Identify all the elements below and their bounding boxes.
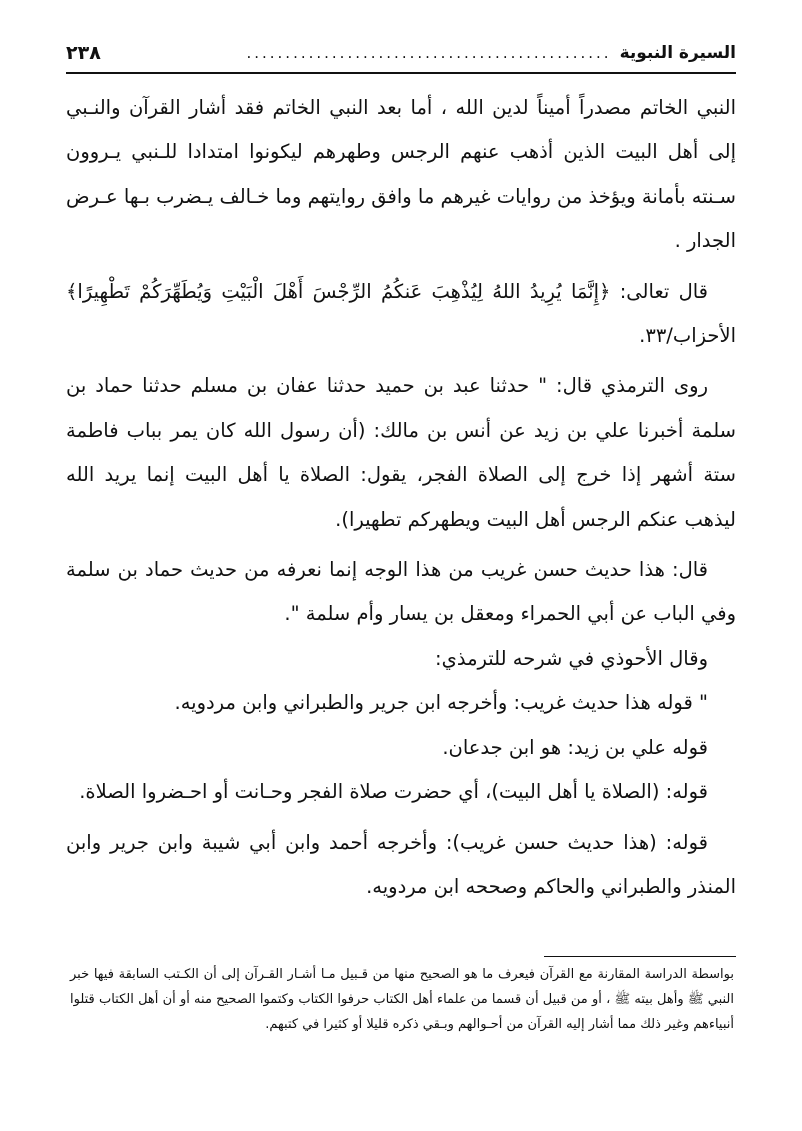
running-title: السيرة النبوية <box>619 43 736 63</box>
footnote-rule <box>544 956 736 957</box>
page-header <box>66 36 736 70</box>
quran-verse-paragraph: قال تعالى: ﴿إِنَّمَا يُرِيدُ اللهُ لِيُذْهِبَ عَنكُمُ الرِّجْسَ أَهْلَ الْبَيْتِ وَيُطَهِّرَكُمْ تَطْهِيرًا﴾ الأحزاب/٣٣. <box>66 279 736 348</box>
paragraph: " قوله هذا حديث غريب: وأخرجه ابن جرير والطبراني وابن مردويه. <box>174 691 708 715</box>
paragraph: وقال الأحوذي في شرحه للترمذي: <box>435 646 708 670</box>
paragraph: النبي الخاتم مصدراً أميناً لدين الله ، أما بعد النبي الخاتم فقد أشار القرآن والنـبي إلى أهل البيت الذين أذهب عنهم الرجس وطهرهم ليكونوا امتدادا للـنبي يـروون سـنته بأمانة ويؤخذ من روايات غيرهم ما وافق روايتهم وما خـالف يـضرب بـها عـرض الجدار . <box>66 96 736 253</box>
paragraph: قوله علي بن زيد: هو ابن جدعان. <box>442 735 708 759</box>
leader-dots: ............................................... <box>246 44 612 62</box>
header-rule <box>66 72 736 74</box>
page-number: ٢٣٨ <box>66 42 101 64</box>
paragraph: قال: هذا حديث حسن غريب من هذا الوجه إنما نعرفه من حديث حماد بن سلمة وفي الباب عن أبي الحمراء ومعقل بن يسار وأم سلمة ". <box>66 558 736 626</box>
paragraph: قوله: (الصلاة يا أهل البيت)، أي حضرت صلاة الفجر وحـانت أو احـضروا الصلاة. <box>79 780 708 804</box>
main-text <box>66 86 736 909</box>
footnote <box>70 962 734 1037</box>
paragraph: روى الترمذي قال: " حدثنا عبد بن حميد حدثنا عفان بن مسلم حدثنا حماد بن سلمة أخبرنا علي بن زيد عن أنس بن مالك: (أن رسول الله كان يمر بباب فاطمة ستة أشهر إذا خرج إلى الصلاة الفجر، يقول: الصلاة يا أهل البيت إنما يريد الله ليذهب عنكم الرجس أهل البيت ويطهركم تطهيرا). <box>66 374 736 531</box>
footnote-text: بواسطة الدراسة المقارنة مع القرآن فيعرف ما هو الصحيح منها من قـبيل مـا أشـار القـرآن إلى أن الكـتب السابقة فيها خبر النبي ﷺ وأهل بيته ﷺ ، أو من قبيل أن قسما من علماء أهل الكتاب حرفوا الكتاب وكتموا الصحيح منه أو أن أهل الكتاب قتلوا أنبياءهم وغير ذلك مما أشار إليه القرآن من أحـوالهم وبـقي ذكره قليلا أو كثيرا في كتبهم. <box>70 967 734 1032</box>
paragraph: قوله: (هذا حديث حسن غريب): وأخرجه أحمد وابن أبي شيبة وابن جرير وابن المنذر والطبراني والحاكم وصححه ابن مردويه. <box>66 830 736 898</box>
